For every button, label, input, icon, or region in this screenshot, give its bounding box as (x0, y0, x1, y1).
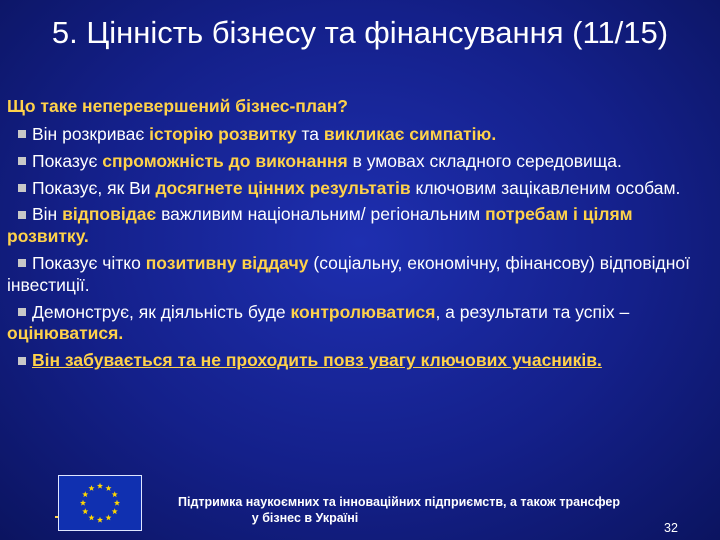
bullet-text: Він (32, 204, 63, 225)
bullet-text: (соціальну, економічну, фінансову) відповідної інвестиції. (7, 252, 691, 295)
square-bullet-icon (18, 308, 26, 316)
bullet-item (7, 302, 707, 346)
square-bullet-icon (18, 130, 26, 138)
bullet-text: важливим національним/ регіональним (156, 204, 486, 225)
flag-star (97, 483, 103, 489)
flag-star (82, 508, 88, 514)
bullet-text: в умовах складного середовища. (347, 150, 622, 171)
bullet-text: Показує чітко (32, 252, 146, 273)
highlight-text: контролюватися (290, 301, 436, 322)
flag-star (82, 491, 88, 497)
footer-line-2: у бізнес в Україні (251, 511, 359, 525)
flag-star (112, 508, 118, 514)
bullet-item (7, 204, 707, 248)
flag-star (112, 491, 118, 497)
bullet-item (7, 178, 707, 200)
bullet-item (7, 151, 707, 173)
bullet-text: Показує (32, 150, 103, 171)
bullet-item (7, 253, 707, 297)
flag-star (88, 515, 94, 521)
bullet-list (7, 124, 707, 377)
page-number: 32 (664, 521, 678, 535)
highlight-text: історію розвитку (149, 124, 297, 144)
flag-star (97, 517, 103, 523)
highlight-text: досягнете цінних результатів (155, 177, 411, 198)
slide-subtitle: Що таке неперевершений бізнес-план? (7, 96, 348, 116)
square-bullet-icon (18, 259, 26, 267)
highlight-text: потребам і цілям розвитку. (7, 204, 633, 247)
bullet-text: , а результати та успіх – (435, 301, 630, 322)
bullet-text: Показує, як Ви (32, 177, 156, 198)
footer-line-1: Підтримка наукоємних та інноваційних підприємств, а також трансфер (178, 495, 620, 509)
flag-star (80, 500, 86, 506)
highlight-text: відповідає (62, 204, 157, 225)
flag-star (88, 485, 94, 491)
flag-star (114, 500, 120, 506)
bullet-item (7, 124, 707, 146)
highlight-text: викликає симпатію. (323, 124, 497, 144)
slide-title: 5. Цінність бізнесу та фінансування (11/15) (51, 15, 669, 50)
bullet-text: та (296, 124, 324, 144)
highlight-text: спроможність до виконання (102, 150, 348, 171)
eu-flag-stars (59, 476, 141, 530)
flag-star (105, 515, 111, 521)
square-bullet-icon (18, 184, 26, 192)
highlight-text: Він забувається та не проходить повз увагу ключових учасників. (32, 350, 602, 371)
bullet-item (7, 350, 707, 372)
square-bullet-icon (18, 357, 26, 365)
bullet-text: Він розкриває (32, 124, 150, 144)
footer-text (140, 494, 620, 526)
eu-flag-icon (58, 475, 142, 531)
square-bullet-icon (18, 157, 26, 165)
highlight-text: оцінюватися. (7, 323, 124, 344)
flag-star (105, 485, 111, 491)
highlight-text: позитивну віддачу (145, 252, 309, 273)
square-bullet-icon (18, 211, 26, 219)
bullet-text: Демонструє, як діяльність буде (32, 301, 291, 322)
bullet-text: ключовим зацікавленим особам. (410, 177, 681, 198)
